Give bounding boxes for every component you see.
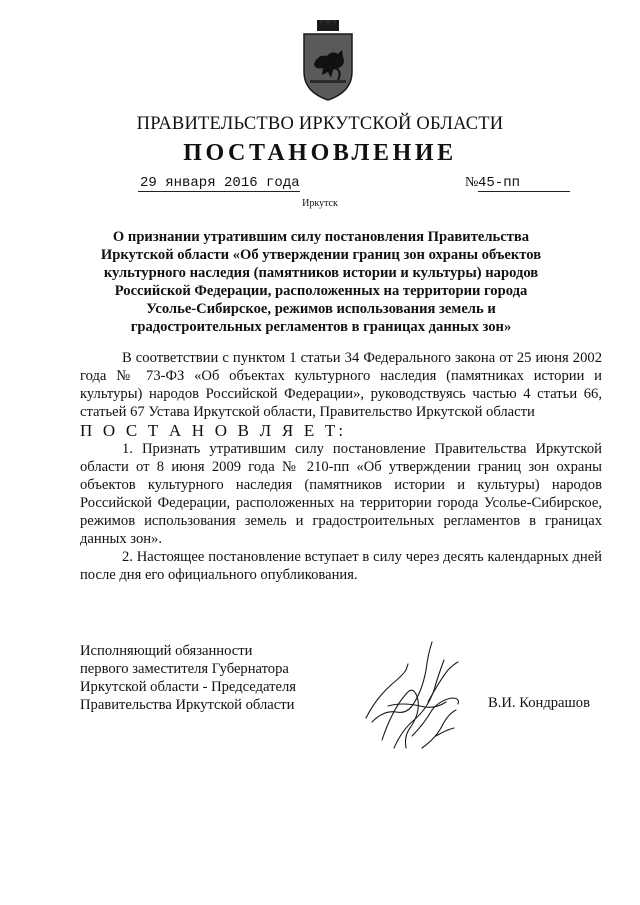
decree-body	[80, 349, 602, 584]
resolution-item-2: 2. Настоящее постановление вступает в силу через десять календарных дней после дня его официального опубликования.	[80, 549, 602, 583]
position-line: Исполняющий обязанности	[80, 643, 253, 659]
decree-number: 45-пп	[478, 175, 570, 192]
resolution-item-1: 1. Признать утратившим силу постановление Правительства Иркутской области от 8 июня 2009 года № 210-пп «Об утверждении границ зон охраны объектов культурного наследия (памятников истории и культуры) народов Российской Федерации, расположенных на территории города Усолье-Сибирское, режимов использования земель и градостроительных регламентов в границах данных зон».	[80, 441, 602, 547]
signatory-position	[80, 642, 340, 714]
resolves-heading: П О С Т А Н О В Л Я Е Т:	[80, 421, 347, 440]
decree-subject: О признании утратившим силу постановления Правительства Иркутской области «Об утверждении границ зон охраны объектов культурного наследия (памятников истории и культуры) народов Российской Федерации, расположенных на территории города Усолье-Сибирское, режимов использования земель и градостроительных регламентов в границах данных зон»	[100, 229, 542, 335]
decree-date: 29 января 2016 года	[140, 175, 300, 191]
handwritten-signature	[362, 640, 470, 752]
coat-of-arms-icon	[302, 20, 354, 102]
number-sign: №	[465, 175, 479, 190]
signatory-name: В.И. Кондрашов	[488, 695, 590, 711]
government-name: ПРАВИТЕЛЬСТВО ИРКУТСКОЙ ОБЛАСТИ	[136, 114, 504, 134]
position-line: Иркутской области - Председателя	[80, 679, 296, 695]
position-line: Правительства Иркутской области	[80, 697, 295, 713]
preamble-paragraph: В соответствии с пунктом 1 статьи 34 Федерального закона от 25 июня 2002 года № 73-ФЗ «Об объектах культурного наследия (памятниках истории и культуры) народов Российской Федерации», руководствуясь частью 4 статьи 66, статьей 67 Устава Иркутской области, Правительство Иркутской области	[80, 350, 602, 420]
document-type: ПОСТАНОВЛЕНИЕ	[183, 140, 457, 166]
position-line: первого заместителя Губернатора	[80, 661, 289, 677]
city-label: Иркутск	[302, 198, 338, 209]
